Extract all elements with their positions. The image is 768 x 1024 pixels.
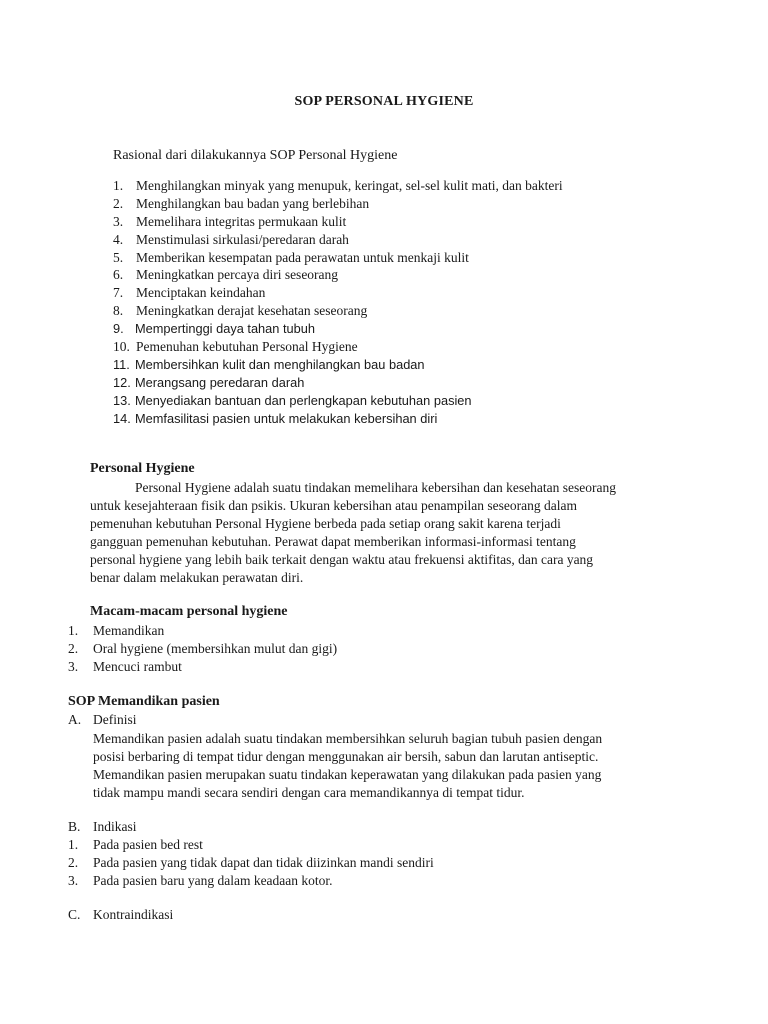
list-item-text: Menghilangkan minyak yang menupuk, keringat, sel-sel kulit mati, dan bakteri bbox=[136, 178, 563, 193]
list-number: 7. bbox=[113, 285, 124, 301]
list-number: 9. bbox=[113, 321, 124, 337]
list-item bbox=[113, 392, 563, 410]
list-item bbox=[113, 284, 563, 302]
list-number: 2. bbox=[113, 195, 124, 211]
list-number: 2. bbox=[68, 641, 79, 656]
list-item-text: Memfasilitasi pasien untuk melakukan kebersihan diri bbox=[135, 410, 438, 426]
sop-memandikan-heading: SOP Memandikan pasien bbox=[68, 694, 220, 709]
list-item bbox=[113, 249, 563, 267]
list-number: 12. bbox=[113, 374, 131, 390]
list-item-text: Menstimulasi sirkulasi/peredaran darah bbox=[136, 231, 349, 247]
list-item bbox=[68, 640, 337, 658]
list-item-text: Mempertinggi daya tahan tubuh bbox=[135, 321, 315, 337]
list-item-text: Pada pasien bed rest bbox=[93, 837, 203, 852]
kontraindikasi-label bbox=[68, 907, 173, 923]
list-item bbox=[113, 410, 563, 428]
paragraph-line: Memandikan pasien adalah suatu tindakan membersihkan seluruh bagian tubuh pasien dengan bbox=[93, 731, 603, 746]
paragraph-line: personal hygiene yang lebih baik terkait dengan waktu atau frekuensi aktifitas, dan cara yang bbox=[90, 552, 594, 567]
paragraph-line: tidak mampu mandi secara sendiri dengan cara memandikannya di tempat tidur. bbox=[93, 785, 525, 800]
section-label: Kontraindikasi bbox=[93, 907, 174, 922]
list-number: 1. bbox=[68, 623, 79, 638]
paragraph-line: pemenuhan kebutuhan Personal Hygiene berbeda pada setiap orang sakit karena terjadi bbox=[90, 516, 561, 531]
list-number: 1. bbox=[68, 837, 79, 852]
paragraph-line: gangguan pemenuhan kebutuhan. Perawat dapat memberikan informasi-informasi tentang bbox=[90, 534, 576, 549]
paragraph-line: Personal Hygiene adalah suatu tindakan memelihara kebersihan dan kesehatan seseorang bbox=[135, 480, 616, 495]
list-item bbox=[113, 338, 563, 356]
list-item bbox=[113, 231, 563, 249]
list-number: 3. bbox=[68, 873, 79, 888]
section-letter: B. bbox=[68, 819, 81, 834]
list-item-text: Meningkatkan derajat kesehatan seseorang bbox=[136, 303, 368, 319]
list-item bbox=[113, 320, 563, 338]
list-item-text: Mencuci rambut bbox=[93, 659, 182, 674]
list-item-text: Menyediakan bantuan dan perlengkapan kebutuhan pasien bbox=[135, 392, 472, 408]
list-item bbox=[68, 836, 434, 854]
list-item bbox=[113, 374, 563, 392]
list-item bbox=[68, 872, 434, 890]
indikasi-list bbox=[68, 836, 434, 890]
list-item-text: Meningkatkan percaya diri seseorang bbox=[136, 267, 339, 283]
definisi-paragraph bbox=[93, 730, 602, 802]
section-label: Definisi bbox=[93, 712, 137, 727]
list-item-text: Pada pasien baru yang dalam keadaan kotor. bbox=[93, 873, 333, 888]
personal-hygiene-heading: Personal Hygiene bbox=[90, 461, 195, 476]
list-number: 5. bbox=[113, 249, 124, 265]
list-number: 10. bbox=[113, 339, 130, 355]
list-item bbox=[113, 177, 563, 195]
list-item-text: Pada pasien yang tidak dapat dan tidak diizinkan mandi sendiri bbox=[93, 855, 434, 870]
list-number: 3. bbox=[113, 213, 124, 229]
paragraph-line: posisi berbaring di tempat tidur dengan menggunakan air bersih, sabun dan larutan antiseptic. bbox=[93, 749, 599, 764]
rasional-heading: Rasional dari dilakukannya SOP Personal Hygiene bbox=[113, 148, 398, 163]
section-letter: A. bbox=[68, 712, 82, 727]
list-item-text: Membersihkan kulit dan menghilangkan bau badan bbox=[135, 356, 425, 372]
section-letter: C. bbox=[68, 907, 81, 922]
section-label: Indikasi bbox=[93, 819, 137, 834]
list-item bbox=[113, 195, 563, 213]
list-number: 13. bbox=[113, 392, 131, 408]
list-item-text: Merangsang peredaran darah bbox=[135, 374, 305, 390]
list-item bbox=[113, 356, 563, 374]
list-number: 8. bbox=[113, 303, 124, 319]
list-item bbox=[113, 302, 563, 320]
paragraph-line: untuk kesejahteraan fisik dan psikis. Ukuran kebersihan atau penampilan seseorang dalam bbox=[90, 498, 577, 513]
list-item-text: Memelihara integritas permukaan kulit bbox=[136, 213, 347, 229]
paragraph-line: benar dalam melakukan perawatan diri. bbox=[90, 570, 304, 585]
list-item-text: Menciptakan keindahan bbox=[136, 285, 266, 301]
list-item bbox=[113, 266, 563, 284]
definisi-label bbox=[68, 712, 137, 728]
document-title: SOP PERSONAL HYGIENE bbox=[294, 94, 474, 109]
list-item-text: Menghilangkan bau badan yang berlebihan bbox=[136, 195, 370, 211]
list-item-text: Memandikan bbox=[93, 623, 165, 638]
list-item-text: Oral hygiene (membersihkan mulut dan gigi) bbox=[93, 641, 338, 656]
list-number: 11. bbox=[113, 356, 130, 372]
list-item bbox=[68, 622, 337, 640]
macam-list bbox=[68, 622, 337, 676]
list-item-text: Pemenuhan kebutuhan Personal Hygiene bbox=[136, 339, 358, 355]
list-item bbox=[68, 658, 337, 676]
personal-hygiene-paragraph bbox=[90, 479, 616, 587]
list-number: 14. bbox=[113, 410, 131, 426]
list-item bbox=[113, 213, 563, 231]
rasional-list bbox=[113, 177, 563, 427]
list-number: 1. bbox=[113, 178, 124, 193]
macam-heading: Macam-macam personal hygiene bbox=[90, 604, 288, 619]
list-number: 4. bbox=[113, 231, 124, 247]
list-item-text: Memberikan kesempatan pada perawatan untuk menkaji kulit bbox=[136, 249, 469, 265]
list-number: 2. bbox=[68, 855, 79, 870]
list-number: 6. bbox=[113, 267, 124, 283]
paragraph-line: Memandikan pasien merupakan suatu tindakan keperawatan yang dilakukan pada pasien yang bbox=[93, 767, 602, 782]
indikasi-label bbox=[68, 819, 137, 835]
list-item bbox=[68, 854, 434, 872]
list-number: 3. bbox=[68, 659, 79, 674]
